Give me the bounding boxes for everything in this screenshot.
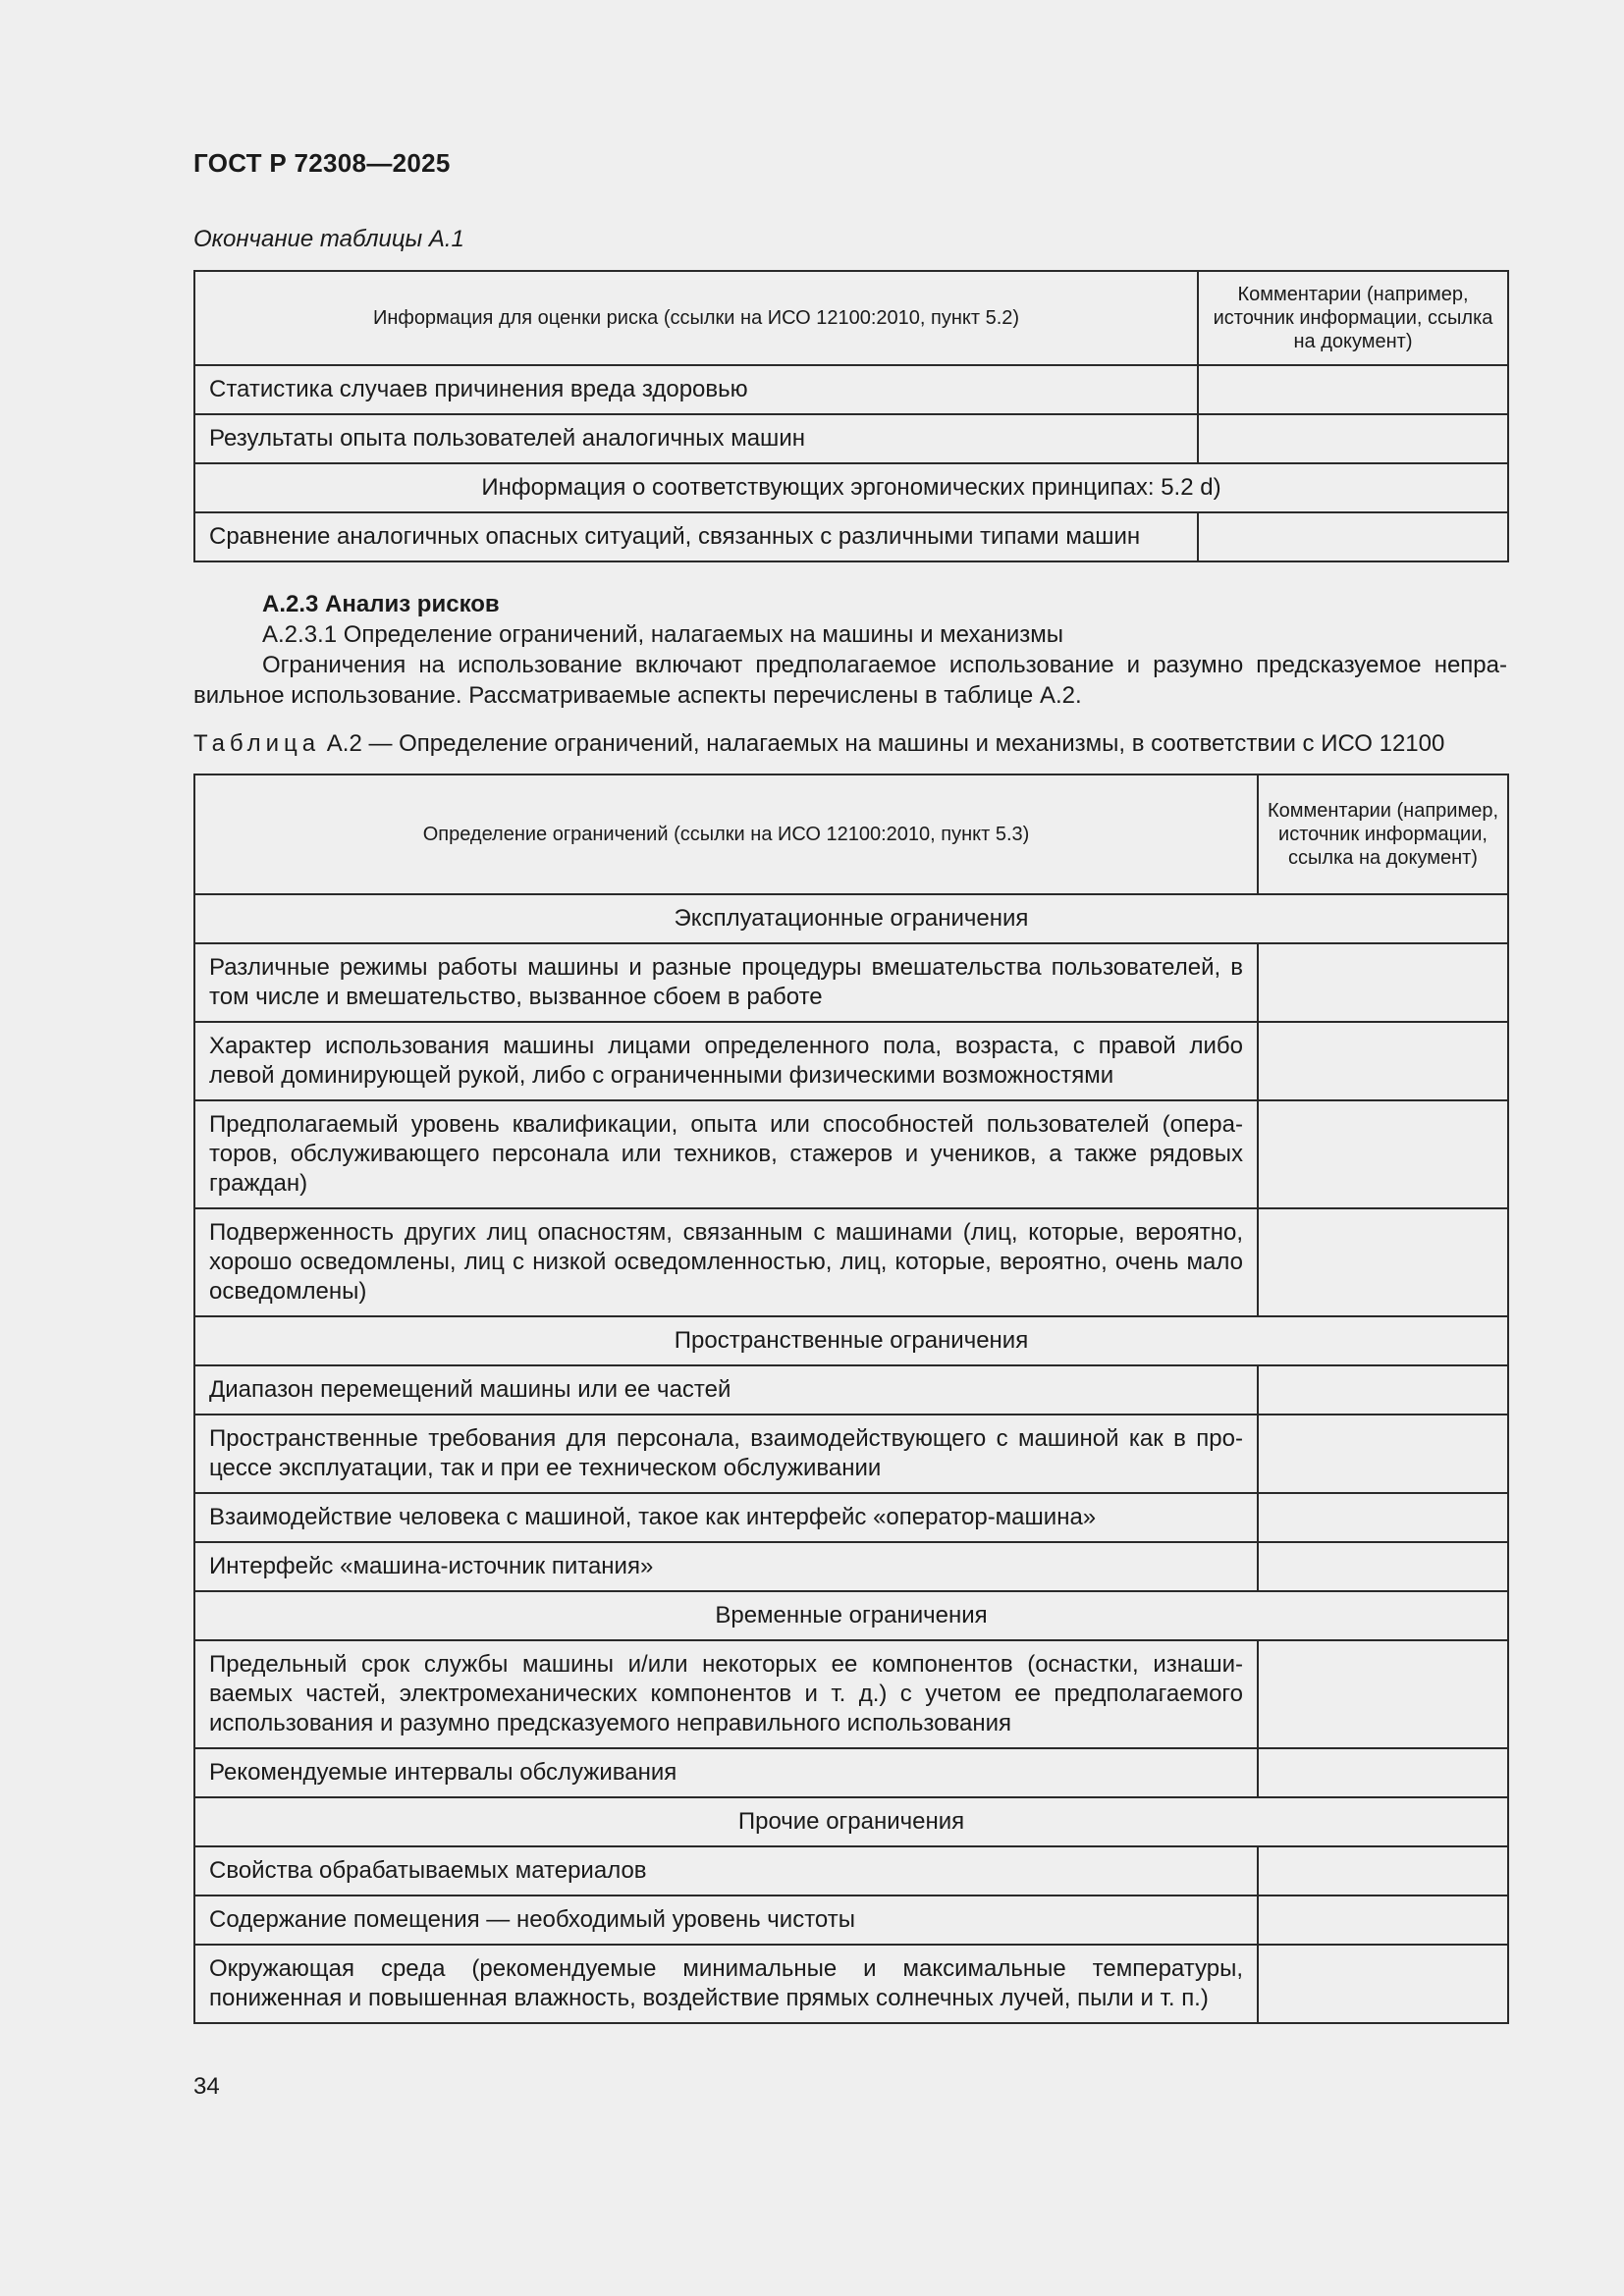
comment-cell [1258, 1100, 1508, 1208]
comment-cell [1258, 1493, 1508, 1542]
section-row [194, 1797, 1508, 1846]
comment-cell [1258, 1542, 1508, 1591]
table-row [194, 1493, 1508, 1542]
comment-cell [1258, 1896, 1508, 1945]
table-row [194, 1542, 1508, 1591]
risk-info-table [193, 270, 1509, 562]
row-text: Различные режимы работы машины и разные процедуры вмешательства пользователей, в том числе и вмешательство, вызванное сбоем в работе [194, 943, 1258, 1022]
row-text: Статистика случаев причинения вреда здоровью [194, 365, 1198, 414]
column-header-main: Информация для оценки риска (ссылки на ИСО 12100:2010, пункт 5.2) [194, 271, 1198, 365]
comment-cell [1258, 1945, 1508, 2023]
table-caption-text: А.2 — Определение ограничений, налагаемых на машины и механизмы, в соответствии с ИСО 12100 [320, 730, 1445, 757]
row-text: Взаимодействие человека с машиной, такое как интерфейс «оператор-машина» [194, 1493, 1258, 1542]
table-row [194, 943, 1508, 1022]
row-text: Содержание помещения — необходимый уровень чистоты [194, 1896, 1258, 1945]
document-id: ГОСТ Р 72308—2025 [193, 148, 451, 178]
section-heading: А.2.3 Анализ рисков [262, 591, 500, 617]
table-continuation-caption: Окончание таблицы А.1 [193, 226, 464, 252]
section-row [194, 1316, 1508, 1365]
table-row [194, 1640, 1508, 1748]
comment-cell [1258, 1748, 1508, 1797]
row-text: Предполагаемый уровень квалификации, опыта или способностей пользователей (опера-торов, обслуживающего персонала или техников, стажеров и учеников, а также рядовых граждан) [194, 1100, 1258, 1208]
table-caption [193, 730, 1444, 758]
table-row [194, 1748, 1508, 1797]
comment-cell [1258, 1208, 1508, 1316]
row-text: Рекомендуемые интервалы обслуживания [194, 1748, 1258, 1797]
table-row [194, 414, 1508, 463]
table-header-row [194, 271, 1508, 365]
section-row [194, 463, 1508, 512]
table-row [194, 1945, 1508, 2023]
row-text: Окружающая среда (рекомендуемые минимальные и максимальные температуры, пониженная и повышенная влажность, воздействие прямых солнечных лучей, пыли и т. п.) [194, 1945, 1258, 2023]
row-text: Пространственные требования для персонала, взаимодействующего с машиной как в про-цессе эксплуатации, так и при ее техническом обслуживании [194, 1415, 1258, 1493]
table-row [194, 365, 1508, 414]
comment-cell [1198, 414, 1508, 463]
comment-cell [1258, 1022, 1508, 1100]
row-text: Подверженность других лиц опасностям, связанным с машинами (лиц, которые, вероятно, хорошо осведомлены, лиц с низкой осведомленностью, лиц, которые, вероятно, очень мало осведомлены) [194, 1208, 1258, 1316]
comment-cell [1258, 1846, 1508, 1896]
section-title: Прочие ограничения [194, 1797, 1508, 1846]
table-caption-label: Таблица [193, 730, 321, 757]
limits-table [193, 774, 1509, 2024]
comment-cell [1258, 1415, 1508, 1493]
comment-cell [1198, 365, 1508, 414]
table-row [194, 1022, 1508, 1100]
column-header-main: Определение ограничений (ссылки на ИСО 12100:2010, пункт 5.3) [194, 774, 1258, 894]
comment-cell [1258, 1365, 1508, 1415]
column-header-comment: Комментарии (например, источник информации, ссылка на документ) [1258, 774, 1508, 894]
table-row [194, 512, 1508, 561]
section-row [194, 1591, 1508, 1640]
comment-cell [1258, 1640, 1508, 1748]
section-title: Информация о соответствующих эргономических принципах: 5.2 d) [194, 463, 1508, 512]
comment-cell [1258, 943, 1508, 1022]
table-row [194, 1365, 1508, 1415]
table-row [194, 1896, 1508, 1945]
row-text: Свойства обрабатываемых материалов [194, 1846, 1258, 1896]
section-title: Эксплуатационные ограничения [194, 894, 1508, 943]
table-row [194, 1208, 1508, 1316]
table-header-row [194, 774, 1508, 894]
row-text: Диапазон перемещений машины или ее частей [194, 1365, 1258, 1415]
subsection-heading: А.2.3.1 Определение ограничений, налагаемых на машины и механизмы [262, 621, 1063, 648]
body-paragraph: Ограничения на использование включают предполагаемое использование и разумно предсказуемое непра-вильное использование. Рассматриваемые аспекты перечислены в таблице А.2. [193, 652, 1507, 709]
row-text: Сравнение аналогичных опасных ситуаций, связанных с различными типами машин [194, 512, 1198, 561]
page-number: 34 [193, 2073, 220, 2100]
table-row [194, 1415, 1508, 1493]
table-row [194, 1846, 1508, 1896]
row-text: Характер использования машины лицами определенного пола, возраста, с правой либо левой доминирующей рукой, либо с ограниченными физическими возможностями [194, 1022, 1258, 1100]
section-title: Пространственные ограничения [194, 1316, 1508, 1365]
section-row [194, 894, 1508, 943]
column-header-comment: Комментарии (например, источник информации, ссылка на документ) [1198, 271, 1508, 365]
row-text: Результаты опыта пользователей аналогичных машин [194, 414, 1198, 463]
row-text: Интерфейс «машина-источник питания» [194, 1542, 1258, 1591]
section-title: Временные ограничения [194, 1591, 1508, 1640]
table-row [194, 1100, 1508, 1208]
comment-cell [1198, 512, 1508, 561]
row-text: Предельный срок службы машины и/или некоторых ее компонентов (оснастки, изнаши-ваемых частей, электромеханических компонентов и т. д.) с учетом ее предполагаемого использования и разумно предсказуемого неправильного использования [194, 1640, 1258, 1748]
